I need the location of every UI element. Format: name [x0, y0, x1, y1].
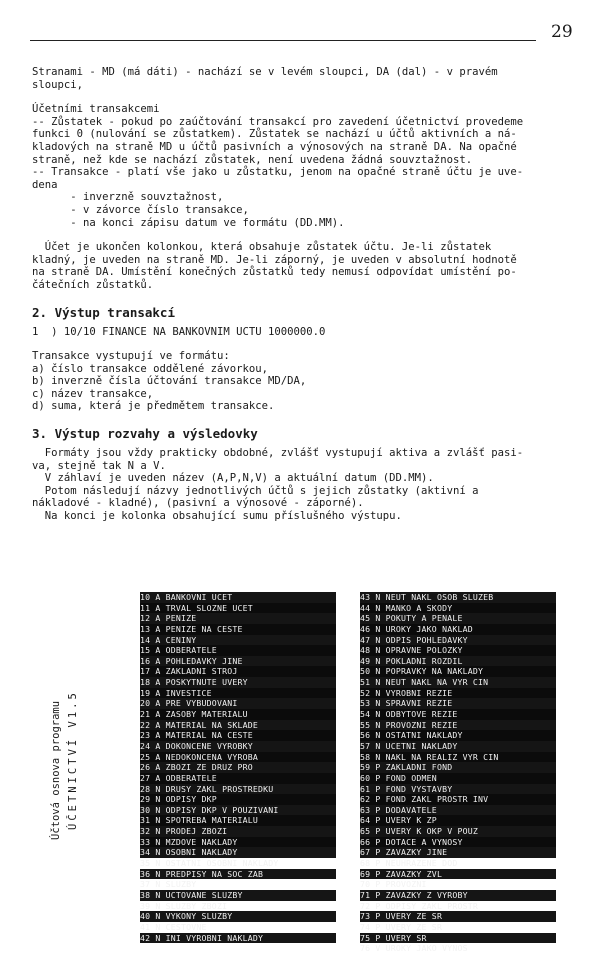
body-line: nákladové - kladné), (pasivní a výnosové - záporné). [32, 497, 364, 510]
account-row: 54 N ODBYTOVE REZIE [360, 709, 458, 720]
body-line: va, stejně tak N a V. [32, 459, 166, 472]
account-row: 51 N NEUT NAKL NA VYR CIN [360, 677, 556, 688]
account-row: 53 N SPRAVNI REZIE [360, 698, 556, 709]
account-row: 17 A ZAKLADNI STROJ [140, 666, 238, 677]
account-row: 72 P ODPISY ZAKL PROSTR [360, 900, 478, 911]
account-row: 49 N POKLADNI ROZDIL [360, 656, 556, 667]
account-row: 37 N SLUZBY [140, 879, 197, 890]
account-row: 19 A INVESTICE [140, 687, 212, 698]
body-line: čátečních zůstatků. [32, 278, 154, 291]
account-row: 39 N SLUZBY ZBOZI [140, 900, 228, 911]
body-line: dena [32, 178, 58, 191]
body-line: straně, než kde se nachází zůstatek, není uvedena žádná souvztažnost. [32, 153, 473, 166]
account-row: 68 P NEUHRAZENE DOD [360, 858, 458, 869]
account-row: 26 A ZBOZI ZE DRUZ PRO [140, 762, 336, 773]
side-caption: Účtová osnova programu [50, 700, 62, 840]
account-row: 20 A PRE VYBUDOVANI [140, 698, 336, 709]
account-row: 12 A PENIZE [140, 613, 336, 624]
account-row: 27 A ODBERATELE [140, 772, 217, 783]
page-number: 29 [551, 22, 573, 42]
body-line: -- Transakce - platí vše jako u zůstatku, jenom na opačné straně účtu je uve- [32, 166, 524, 179]
account-row: 16 A POHLEDAVKY JINE [140, 656, 336, 667]
account-row: 58 N NAKL NA REALIZ VYR CIN [360, 751, 499, 762]
body-text [32, 66, 580, 523]
body-line: - v závorce číslo transakce, [32, 203, 249, 216]
body-line: V záhlaví je uveden název (A,P,N,V) a aktuální datum (DD.MM). [32, 472, 434, 485]
account-row: 60 P FOND ODMEN [360, 772, 437, 783]
body-line: kladný, je uveden na straně MD. Je-li záporný, je uveden v absolutní hodnotě [32, 253, 517, 266]
account-row: 11 A TRVAL SLOZNE UCET [140, 602, 253, 613]
account-row: 44 N MANKO A SKODY [360, 602, 453, 613]
account-row: 31 N SPOTREBA MATERIALU [140, 815, 258, 826]
body-line: Potom následují názvy jednotlivých účtů s jejich zůstatky (aktivní a [32, 484, 479, 497]
account-row: 50 N POPRAVKY NA NAKLADY [360, 666, 484, 677]
body-line: -- Zůstatek - pokud po zaúčtování transakcí pro zavedení účetnictví provedeme [32, 115, 524, 128]
side-caption-program: ÚČETNICTVÍ V1.5 [67, 690, 79, 830]
account-row: 13 A PENIZE NA CESTE [140, 623, 243, 634]
account-row: 74 P UVERY ZE SR [360, 921, 443, 932]
body-line: Účetními transakcemi [32, 103, 160, 116]
account-row: 57 N UCETNI NAKLADY [360, 741, 556, 752]
account-row: 36 N PREDPISY NA SOC ZAB [140, 869, 336, 880]
body-line: - na konci zápisu datum ve formátu (DD.MM). [32, 216, 345, 229]
account-row: 64 P UVERY K ZP [360, 815, 437, 826]
account-row: 66 P DOTACE A VYNOSY [360, 836, 463, 847]
account-row: 38 N UCTOVANE SLUZBY [140, 890, 336, 901]
account-row: 29 N ODPISY DKP [140, 794, 217, 805]
account-row: 28 N DRUSY ZAKL PROSTREDKU [140, 784, 336, 795]
body-line: - inverzně souvztažnost, [32, 191, 224, 204]
account-row: 33 N MZDOVE NAKLADY [140, 836, 238, 847]
account-row: 35 N OSTATNI OSOBNI NAKLADY [140, 858, 279, 869]
body-line: sloupci, [32, 78, 84, 91]
account-row: 40 N VYKONY SLUZBY [140, 911, 336, 922]
account-row: 22 A MATERIAL NA SKLADE [140, 720, 336, 731]
account-row: 71 P ZAVAZKY Z VYROBY [360, 890, 556, 901]
account-row: 32 N PRODEJ ZBOZI [140, 826, 336, 837]
body-line: Na konci je kolonka obsahující sumu příslušného výstupu. [32, 510, 402, 523]
account-row: 63 P DODAVATELE [360, 805, 556, 816]
account-row: 48 N OPRAVNE POLOZKY [360, 645, 463, 656]
header-rule [30, 40, 536, 41]
body-line: na straně DA. Umístění konečných zůstatků tedy nemusí odpovídat umístění po- [32, 266, 517, 279]
account-row: 45 N POKUTY A PENALE [360, 613, 556, 624]
account-row: 46 N UROKY JAKO NAKLAD [360, 623, 473, 634]
account-row: 52 N VYROBNI REZIE [360, 687, 453, 698]
body-line: Účet je ukončen kolonkou, která obsahuje zůstatek účtu. Je-li zůstatek [32, 241, 492, 254]
account-row: 69 P ZAVAZKY ZVL [360, 869, 556, 880]
account-row: 75 P UVERY SR [360, 933, 556, 944]
account-row: 10 A BANKOVNI UCET [140, 592, 336, 603]
account-row: 42 N INI VYROBNI NAKLADY [140, 933, 336, 944]
body-line: d) suma, která je předmětem transakce. [32, 400, 275, 413]
account-row: 62 P FOND ZAKL PROSTR INV [360, 794, 489, 805]
account-row: 25 A NEDOKONCENA VYROBA [140, 751, 258, 762]
account-row: 15 A ODBERATELE [140, 645, 217, 656]
account-row: 23 A MATERIAL NA CESTE [140, 730, 253, 741]
account-row: 61 P FOND VYSTAVBY [360, 784, 556, 795]
account-list-screen-left [140, 592, 336, 943]
account-row: 18 A POSKYTNUTE UVERY [140, 677, 336, 688]
body-line: Transakce vystupují ve formátu: [32, 350, 230, 363]
account-row: 21 A ZASOBY MATERIALU [140, 709, 248, 720]
account-row: 65 P UVERY K OKP V POUZ [360, 826, 556, 837]
account-row: 73 P UVERY ZE SR [360, 911, 556, 922]
account-list-screen-right [360, 592, 556, 954]
account-row: 30 N ODPISY DKP V POUZIVANI [140, 805, 336, 816]
account-row: 67 P ZAVAZKY JINE [360, 847, 556, 858]
transaction-example: 1 ) 10/10 FINANCE NA BANKOVNIM UCTU 1000000.0 [32, 325, 326, 338]
account-row: 24 A DOKONCENE VYROBKY [140, 741, 336, 752]
account-row: 43 N NEUT NAKL OSOB SLUZEB [360, 592, 556, 603]
account-row: 47 N ODPIS POHLEDAVKY [360, 635, 556, 646]
account-row: 70 P PROVOZNI [360, 879, 427, 890]
account-row: 59 P ZAKLADNI FOND [360, 762, 556, 773]
body-line: funkci 0 (nulování se zůstatkem). Zůstatek se nachází u účtů aktivních a ná- [32, 128, 517, 141]
account-row: 55 N PROVOZNI REZIE [360, 720, 556, 731]
section-heading: 2. Výstup transakcí [32, 304, 175, 320]
account-row: 56 N OSTATNI NAKLADY [360, 730, 463, 741]
body-line: kladových na straně MD u účtů pasivních a výnosových na straně DA. Na opačné [32, 140, 517, 153]
body-line: b) inverzně čísla účtování transakce MD/DA, [32, 375, 307, 388]
account-row: 41 N CESTOVNE [140, 921, 207, 932]
body-line: c) název transakce, [32, 387, 154, 400]
account-row: 14 A CENINY [140, 635, 336, 646]
body-line: a) číslo transakce oddělené závorkou, [32, 362, 268, 375]
body-line: Formáty jsou vždy prakticky obdobné, zvlášť vystupují aktiva a zvlášť pasi- [32, 447, 524, 460]
section-heading: 3. Výstup rozvahy a výsledovky [32, 426, 258, 442]
body-line: Stranami - MD (má dáti) - nachází se v levém sloupci, DA (dal) - v pravém [32, 66, 498, 78]
account-row: 34 N OSOBNI NAKLADY [140, 847, 336, 858]
account-row: 76 V UROKY JAKO VYNOS [360, 943, 468, 954]
